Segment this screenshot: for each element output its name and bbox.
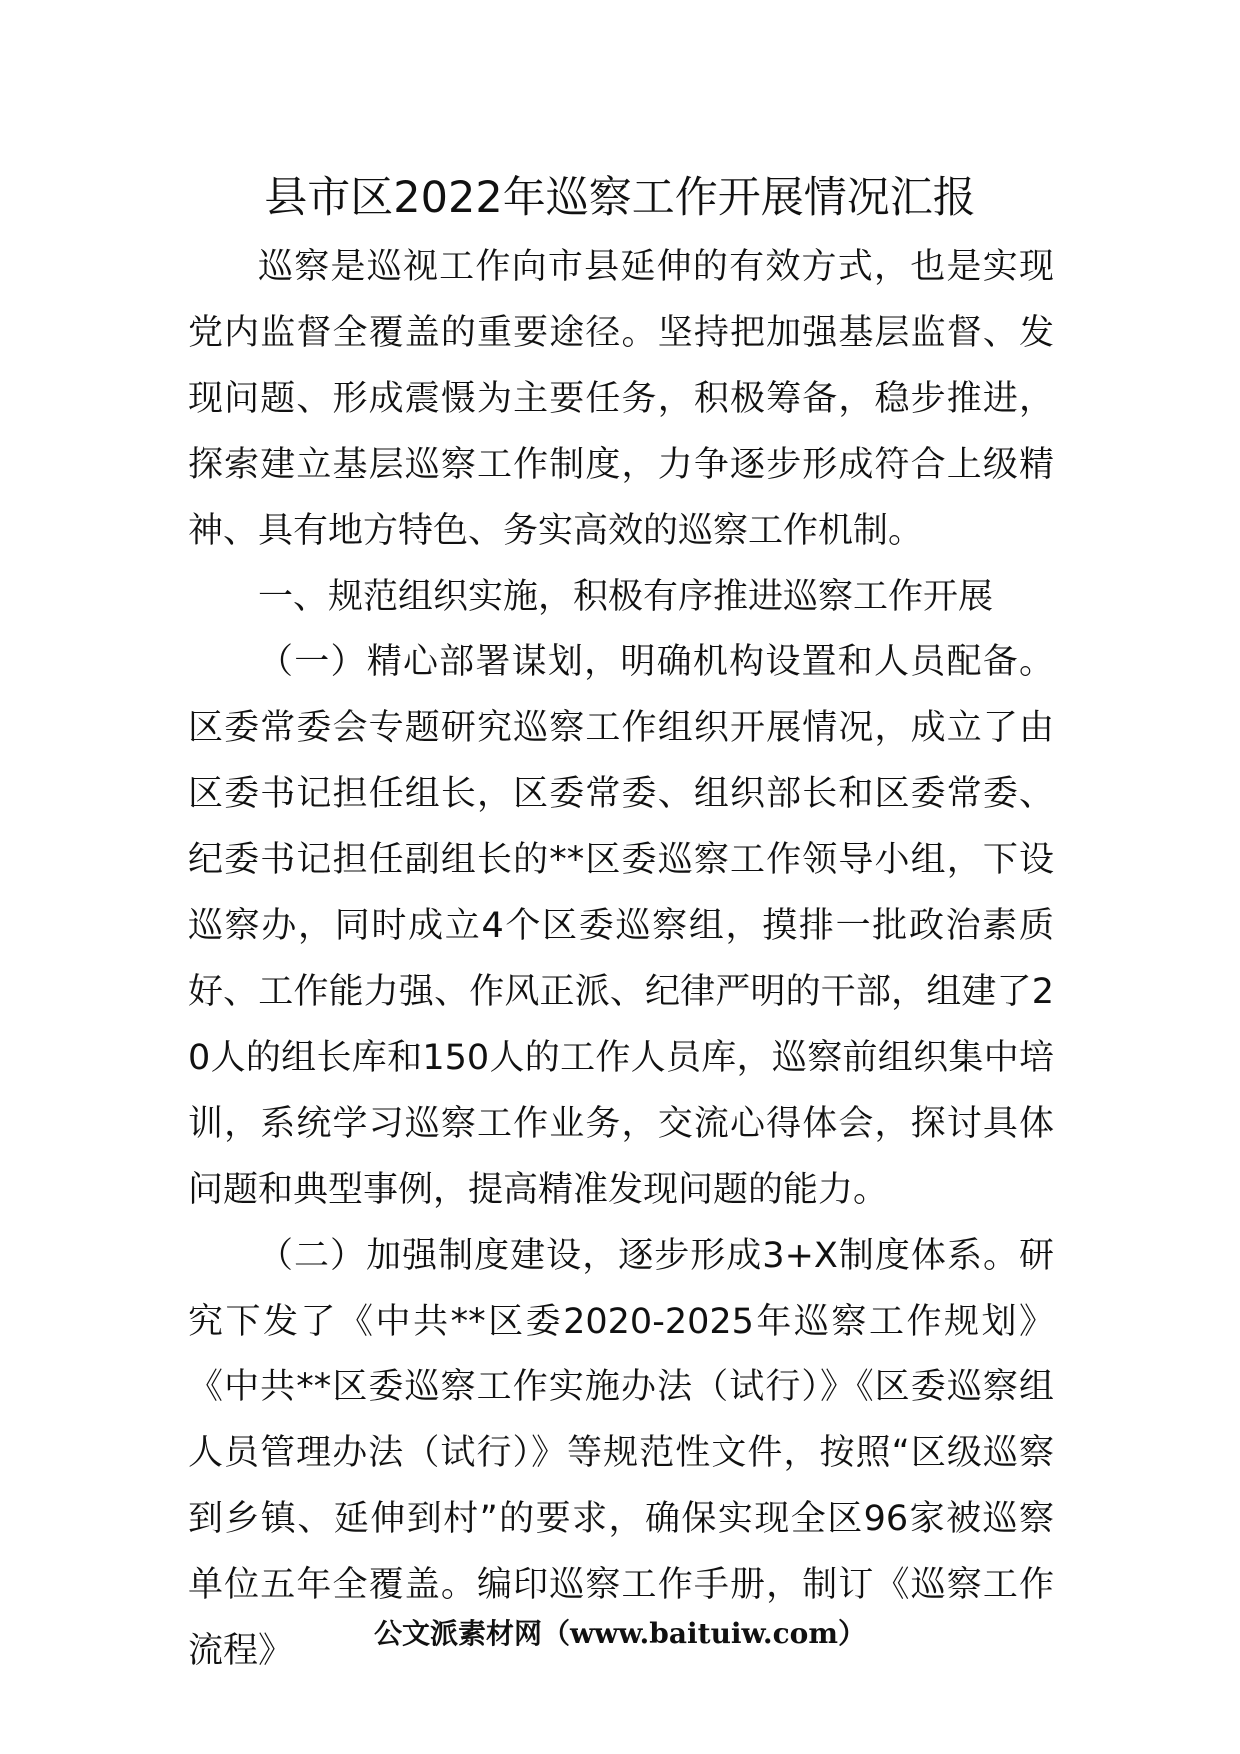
- intro-paragraph: 巡察是巡视工作向市县延伸的有效方式，也是实现党内监督全覆盖的重要途径。坚持把加强基层监督、发现问题、形成震慑为主要任务，积极筹备，稳步推进，探索建立基层巡察工作制度，力争逐步形成符合上级精神、具有地方特色、务实高效的巡察工作机制。: [188, 247, 1054, 551]
- subsection-paragraph-1: （一）精心部署谋划，明确机构设置和人员配备。区委常委会专题研究巡察工作组织开展情况，成立了由区委书记担任组长，区委常委、组织部长和区委常委、纪委书记担任副组长的**区委巡察工作领导小组，下设巡察办，同时成立4个区委巡察组，摸排一批政治素质好、工作能力强、作风正派、纪律严明的干部，组建了20人的组长库和150人的工作人员库，巡察前组织集中培训，系统学习巡察工作业务，交流心得体会，探讨具体问题和典型事例，提高精准发现问题的能力。: [188, 642, 1054, 1210]
- footer-watermark: 公文派素材网（www.baituiw.com）: [374, 1617, 866, 1650]
- document-title: 县市区2022年巡察工作开展情况汇报: [264, 173, 976, 223]
- document-body: [188, 235, 1054, 1685]
- section-heading-1: 一、规范组织实施，积极有序推进巡察工作开展: [258, 576, 994, 617]
- subsection-paragraph-2: （二）加强制度建设，逐步形成3+X制度体系。研究下发了《中共**区委2020-2025年巡察工作规划》《中共**区委巡察工作实施办法（试行）》《区委巡察组人员管理办法（试行）》等规范性文件，按照“区级巡察到乡镇、延伸到村”的要求，确保实现全区96家被巡察单位五年全覆盖。编印巡察工作手册，制订《巡察工作流程》: [188, 1235, 1054, 1672]
